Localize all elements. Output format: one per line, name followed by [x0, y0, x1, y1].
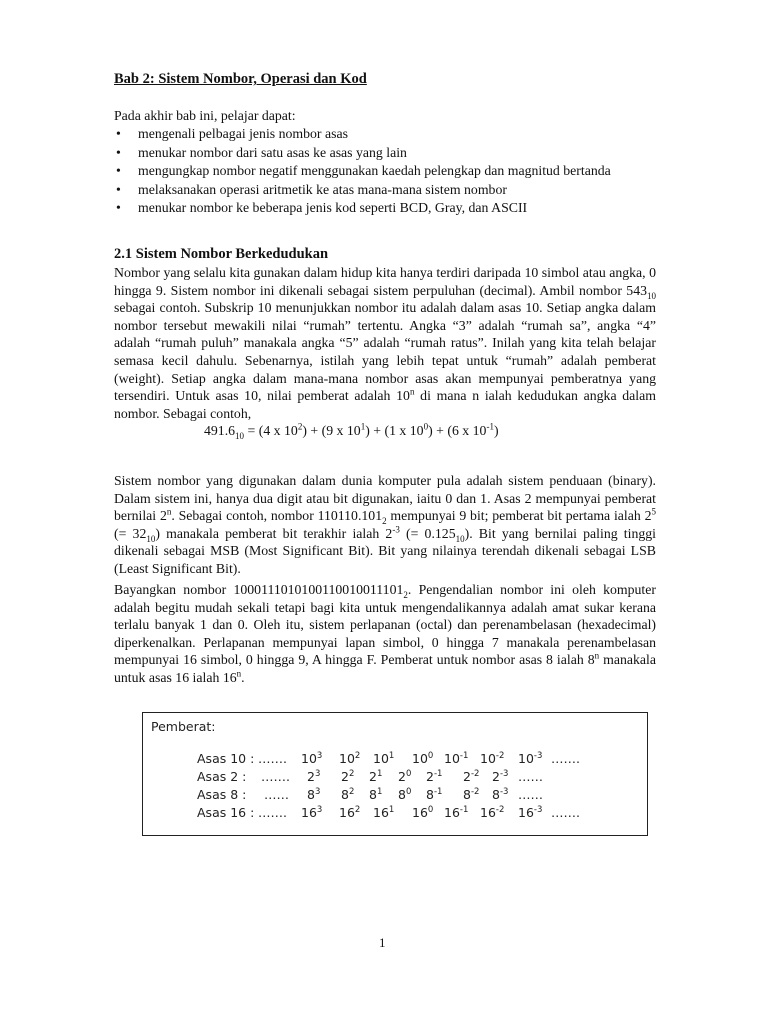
weight-exponent: 0 [405, 769, 412, 779]
text-run: Nombor yang selalu kita gunakan dalam hidup kita hanya terdiri daripada 10 simbol atau angka, 0 hingga 9. Sistem nombor ini dikenali sebagai sistem perpuluhan (decimal). Ambil nombor 543 [114, 265, 656, 298]
row-trail-dots: ……. [551, 751, 580, 766]
weight-exponent: 2 [354, 805, 361, 815]
paragraph-decimal [114, 264, 656, 422]
weight-term [398, 769, 411, 784]
weight-term [369, 769, 382, 784]
weight-base: 16 [518, 805, 534, 820]
weight-exponent: -3 [499, 787, 509, 797]
weight-base: 2 [398, 769, 406, 784]
weight-exponent: -1 [459, 805, 469, 815]
superscript: n [409, 386, 415, 397]
row-label: Asas 2 : [197, 769, 247, 784]
weight-term [341, 787, 354, 802]
subscript: 2 [403, 589, 408, 600]
weight-exponent: -2 [495, 805, 505, 815]
weight-term [426, 787, 442, 802]
weight-exponent: -2 [495, 751, 505, 761]
row-label: Asas 16 : [197, 805, 255, 820]
weight-base: 8 [463, 787, 471, 802]
weight-base: 10 [301, 751, 317, 766]
weight-term [444, 751, 468, 766]
row-trail-dots: …… [518, 787, 543, 802]
weight-term [463, 769, 479, 784]
eq-part: ) + (1 x 10 [365, 423, 424, 438]
subscript: 10 [647, 290, 656, 301]
weight-term [339, 805, 360, 820]
weight-base: 16 [412, 805, 428, 820]
weight-term [412, 751, 433, 766]
weight-base: 10 [339, 751, 355, 766]
weight-term [492, 787, 508, 802]
objective-item: • menukar nombor ke beberapa jenis kod seperti BCD, Gray, dan ASCII [114, 199, 611, 218]
weight-exponent: 3 [316, 805, 323, 815]
weight-exponent: 3 [314, 787, 321, 797]
weight-exponent: 3 [316, 751, 323, 761]
paragraph-binary [114, 472, 656, 578]
weight-exponent: -1 [433, 769, 443, 779]
weight-base: 8 [426, 787, 434, 802]
weight-term [518, 805, 542, 820]
weight-exponent: -2 [470, 769, 480, 779]
weight-base: 8 [398, 787, 406, 802]
weight-exponent: -3 [533, 805, 543, 815]
weight-base: 16 [480, 805, 496, 820]
text-run: . Sebagai contoh, nombor 110110.101 [171, 508, 383, 524]
weight-exponent: 3 [314, 769, 321, 779]
weight-base: 2 [463, 769, 471, 784]
weight-term [492, 769, 508, 784]
paragraph-octal-hex [114, 581, 656, 687]
weights-box [142, 712, 648, 836]
objective-item: • menukar nombor dari satu asas ke asas yang lain [114, 144, 611, 163]
weight-base: 2 [426, 769, 434, 784]
row-lead-dots: …… [264, 787, 289, 802]
weight-term [463, 787, 479, 802]
objectives-list [114, 125, 611, 218]
eq-part: ) + (6 x 10 [428, 423, 487, 438]
weight-term [373, 805, 394, 820]
weight-exponent: 2 [348, 769, 355, 779]
row-label: Asas 10 : [197, 751, 255, 766]
section-heading: 2.1 Sistem Nombor Berkedudukan [114, 246, 329, 262]
eq-exponent: 0 [423, 421, 429, 432]
text-run: (= 32 [114, 525, 147, 541]
weight-base: 10 [373, 751, 389, 766]
weights-box-label: Pemberat: [151, 719, 216, 734]
weight-exponent: 2 [354, 751, 361, 761]
weight-term [339, 751, 360, 766]
page-number: 1 [379, 935, 386, 950]
weight-base: 8 [492, 787, 500, 802]
weight-base: 10 [444, 751, 460, 766]
weight-term [307, 769, 320, 784]
objectives-intro: Pada akhir bab ini, pelajar dapat: [114, 108, 296, 123]
text-run: ) manakala pemberat bit terakhir ialah 2 [155, 525, 393, 541]
weight-base: 10 [412, 751, 428, 766]
eq-part: = (4 x 10 [244, 423, 298, 438]
weight-base: 16 [373, 805, 389, 820]
superscript: 5 [651, 506, 656, 517]
text-run: manakala untuk asas 16 ialah 16 [114, 652, 656, 685]
eq-part: ) [493, 423, 499, 438]
weight-term [518, 751, 542, 766]
weight-term [398, 787, 411, 802]
objective-item: • mengungkap nombor negatif menggunakan kaedah pelengkap dan magnitud bertanda [114, 162, 611, 181]
weight-term [301, 751, 322, 766]
superscript: n [166, 506, 172, 517]
weight-exponent: 1 [376, 769, 383, 779]
weight-base: 8 [307, 787, 315, 802]
weight-base: 8 [369, 787, 377, 802]
weight-exponent: 0 [427, 805, 434, 815]
chapter-title: Bab 2: Sistem Nombor, Operasi dan Kod [114, 71, 367, 87]
text-run: sebagai contoh. Subskrip 10 menunjukkan nombor itu adalah dalam asas 10. Setiap angka dalam nombor tersebut mewakili nilai “rumah” tertentu. Angka “3” adalah “rumah sa”, angka “4” adalah “rumah puluh” manakala angka “5” adalah “rumah ratus”. Inilah yang kita telah belajar semasa kecil dahulu. Sebenarnya, istilah yang lebih tepat untuk “rumah” adalah pemberat (weight). Setiap angka dalam mana-mana nombor asas akan mempunyai pemberatnya yang tersendiri. Untuk asas 10, nilai pemberat adalah 10 [114, 300, 656, 404]
superscript: -3 [392, 524, 400, 535]
text-run: Bayangkan nombor 1000111010100110010011101 [114, 582, 404, 597]
weight-exponent: 0 [405, 787, 412, 797]
weight-base: 2 [341, 769, 349, 784]
weight-term [301, 805, 322, 820]
weight-base: 10 [480, 751, 496, 766]
text-run: (= 0.125 [399, 525, 456, 541]
weight-base: 2 [492, 769, 500, 784]
superscript: n [236, 668, 242, 679]
weight-term [480, 751, 504, 766]
weight-base: 16 [339, 805, 355, 820]
weight-term [373, 751, 394, 766]
weight-term [426, 769, 442, 784]
text-run: . [241, 669, 245, 685]
weight-exponent: -3 [533, 751, 543, 761]
weight-base: 8 [341, 787, 349, 802]
weight-exponent: 0 [427, 751, 434, 761]
text-run: ). Bit yang bernilai paling tinggi dikenali sebagai MSB (Most Significant Bit). Bit yang nilainya terendah dikenali sebagai LSB (Least Significant Bit). [114, 525, 656, 576]
weight-exponent: 2 [348, 787, 355, 797]
example-equation [204, 423, 499, 439]
weight-exponent: 1 [388, 805, 395, 815]
subscript: 10 [146, 533, 156, 544]
text-run: di mana n ialah kedudukan angka dalam nombor. Sebagai contoh, [114, 388, 656, 421]
weight-exponent: -2 [470, 787, 480, 797]
subscript: 2 [382, 515, 387, 526]
weight-base: 10 [518, 751, 534, 766]
weight-base: 16 [444, 805, 460, 820]
weight-exponent: -1 [433, 787, 443, 797]
text-run: . Pengendalian nombor ini oleh komputer adalah begitu mudah sekali tetapi bagi kita untuk mengendalikannya adalah amat sukar kerana terlalu banyak 1 dan 0. Oleh itu, sistem perlapanan (octal) dan perenambelasan (hexadecimal) diperkenalkan. Perlapanan mempunyai lapan simbol, 0 hingga 7 manakala perenambelasan mempunyai 16 simbol, 0 hingga 9, A hingga F. Pemberat untuk nombor asas 8 ialah 8 [114, 582, 656, 668]
text-run: mempunyai 9 bit; pemberat bit pertama ialah 2 [386, 508, 652, 524]
row-lead-dots: ……. [261, 769, 290, 784]
weight-exponent: 1 [376, 787, 383, 797]
eq-subscript: 10 [235, 430, 245, 441]
objective-item: • melaksanakan operasi aritmetik ke atas mana-mana sistem nombor [114, 181, 611, 200]
superscript: n [594, 650, 600, 661]
eq-part: 491.6 [204, 423, 236, 438]
weight-term [412, 805, 433, 820]
weight-base: 2 [307, 769, 315, 784]
text-run: Sistem nombor yang digunakan dalam dunia komputer pula adalah sistem penduaan (binary). Dalam sistem ini, hanya dua digit atau bit digunakan, iaitu 0 dan 1. Asas 2 mempunyai pemberat bernilai 2 [114, 473, 656, 524]
row-lead-dots: ……. [258, 805, 287, 820]
row-trail-dots: ……. [551, 805, 580, 820]
weight-term [369, 787, 382, 802]
weight-base: 16 [301, 805, 317, 820]
eq-part: ) + (9 x 10 [302, 423, 361, 438]
weight-term [444, 805, 468, 820]
row-label: Asas 8 : [197, 787, 247, 802]
weight-exponent: -1 [459, 751, 469, 761]
weight-term [307, 787, 320, 802]
weight-exponent: 1 [388, 751, 395, 761]
row-lead-dots: ……. [258, 751, 287, 766]
eq-exponent: -1 [486, 421, 494, 432]
row-trail-dots: …… [518, 769, 543, 784]
eq-exponent: 1 [360, 421, 366, 432]
objective-item: • mengenali pelbagai jenis nombor asas [114, 125, 611, 144]
subscript: 10 [455, 533, 465, 544]
weight-term [341, 769, 354, 784]
weight-base: 2 [369, 769, 377, 784]
weight-term [480, 805, 504, 820]
weight-exponent: -3 [499, 769, 509, 779]
eq-exponent: 2 [297, 421, 303, 432]
